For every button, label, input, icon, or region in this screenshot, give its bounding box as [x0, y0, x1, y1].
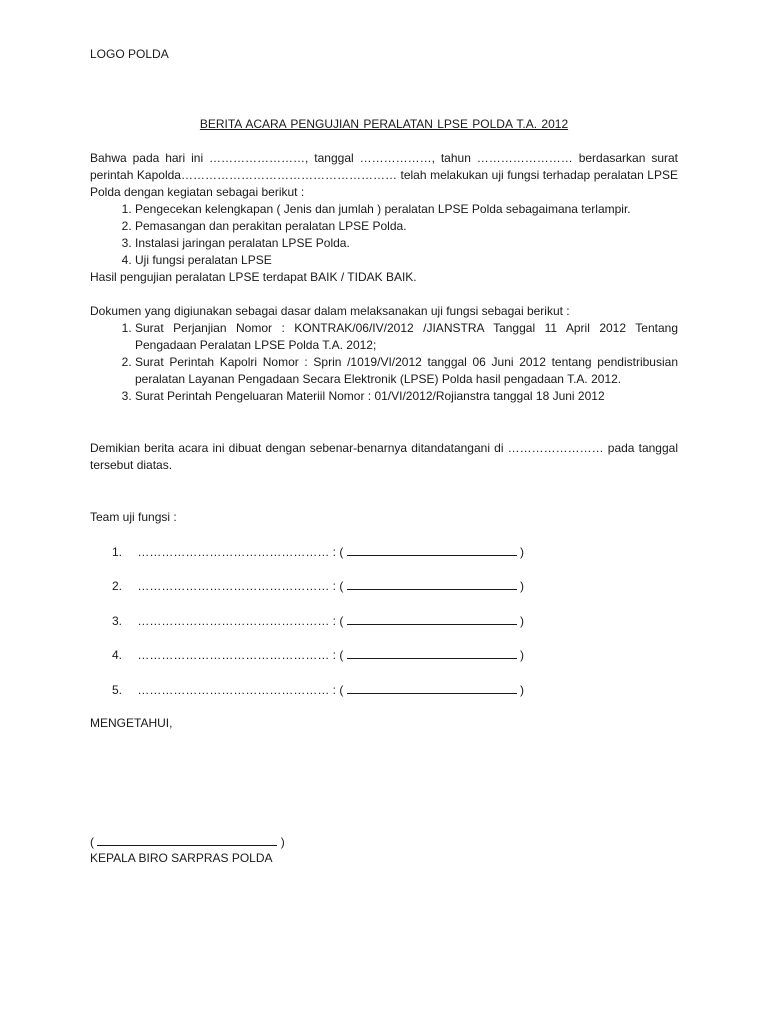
team-signature-slot [112, 612, 572, 646]
slot-close-paren: ) [520, 613, 525, 628]
activity-item: 1. Pengecekan kelengkapan ( Jenis dan jumlah ) peralatan LPSE Polda sebagaimana terlampir. [135, 201, 678, 218]
slot-name-dots: ………………………………………… : ( [137, 579, 344, 594]
signature-line [347, 543, 517, 556]
signature-line [347, 577, 517, 590]
head-close-paren: ) [280, 835, 285, 849]
team-signature-slot [112, 543, 572, 577]
team-signature-slot [112, 646, 572, 680]
slot-close-paren: ) [520, 682, 525, 697]
slot-name-dots: ………………………………………… : ( [137, 648, 344, 663]
team-signature-slot [112, 577, 572, 611]
team-signature-list [112, 543, 572, 715]
slot-close-paren: ) [520, 545, 525, 559]
signature-line [347, 646, 517, 659]
document-item: 3. Surat Perintah Pengeluaran Materiil Nomor : 01/VI/2012/Rojianstra tanggal 18 Juni 2012 [135, 388, 678, 405]
head-open-paren: ( [90, 835, 94, 849]
documents-list-container [90, 320, 678, 405]
document-item: 2. Surat Perintah Kapolri Nomor : Sprin /1019/VI/2012 tanggal 06 Juni 2012 tentang pendistribusian peralatan Layanan Pengadaan Secara Elektronik (LPSE) Polda hasil pengadaan T.A. 2012. [135, 354, 678, 388]
acknowledge-label: MENGETAHUI, [90, 716, 173, 730]
slot-name-dots: ………………………………………… : ( [137, 613, 344, 628]
slot-close-paren: ) [520, 648, 525, 663]
documents-intro: Dokumen yang digiunakan sebagai dasar dalam melaksanakan uji fungsi sebagai berikut : [90, 304, 570, 318]
closing-paragraph: Demikian berita acara ini dibuat dengan sebenar-benarnya ditandatangani di …………………… pada tanggal tersebut diatas. [90, 441, 678, 472]
documents-list [90, 320, 678, 405]
head-signature-line [90, 833, 678, 851]
activity-list-container [90, 201, 678, 269]
slot-name-dots: ………………………………………… : ( [137, 682, 344, 697]
result-text: Hasil pengujian peralatan LPSE terdapat BAIK / TIDAK BAIK. [90, 270, 417, 284]
slot-number: 5. [112, 682, 123, 697]
logo-placeholder: LOGO POLDA [90, 47, 169, 61]
team-label: Team uji fungsi : [90, 510, 177, 524]
slot-number: 4. [112, 648, 123, 663]
document-item: 1. Surat Perjanjian Nomor : KONTRAK/06/IV/2012 /JIANSTRA Tanggal 11 April 2012 Tentang Pengadaan Peralatan LPSE Polda T.A. 2012; [135, 320, 678, 354]
opening-paragraph: Bahwa pada hari ini ……………………, tanggal ………………, tahun …………………… berdasarkan surat perintah Kapolda……………………………………………… telah melakukan uji fungsi terhadap peralatan LPSE Polda dengan kegiatan sebagai berikut : [90, 151, 678, 199]
activity-item: 4. Uji fungsi peralatan LPSE [135, 252, 678, 269]
slot-number: 2. [112, 579, 123, 594]
slot-number: 3. [112, 613, 123, 628]
activity-item: 2. Pemasangan dan perakitan peralatan LPSE Polda. [135, 218, 678, 235]
document-title: BERITA ACARA PENGUJIAN PERALATAN LPSE POLDA T.A. 2012 [199, 117, 569, 131]
head-signature-blank [97, 833, 277, 846]
activity-list [90, 201, 678, 269]
head-title: KEPALA BIRO SARPRAS POLDA [90, 851, 273, 865]
slot-close-paren: ) [520, 579, 525, 594]
team-signature-slot [112, 681, 572, 715]
activity-item: 3. Instalasi jaringan peralatan LPSE Polda. [135, 235, 678, 252]
signature-line [347, 612, 517, 625]
slot-name-dots: ………………………………………… : ( [137, 545, 344, 559]
signature-line [347, 681, 517, 694]
slot-number: 1. [112, 545, 123, 559]
